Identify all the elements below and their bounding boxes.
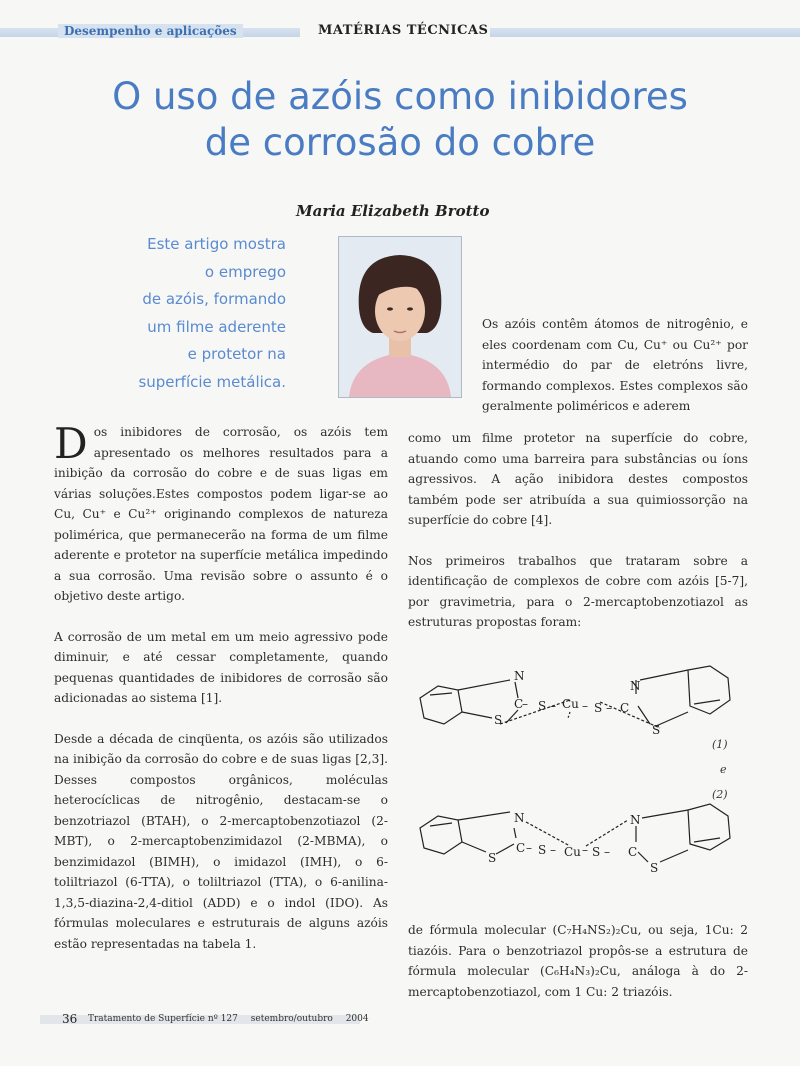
atom-s: S bbox=[592, 845, 601, 859]
lead-line: de azóis, formando bbox=[142, 290, 286, 308]
bond: – bbox=[582, 843, 588, 857]
bond: – bbox=[526, 841, 532, 855]
atom-s: S bbox=[594, 701, 603, 715]
atom-cu: Cu bbox=[564, 845, 581, 859]
publication-info bbox=[88, 1014, 379, 1024]
bond: – bbox=[522, 697, 528, 711]
atom-s: S bbox=[652, 723, 661, 737]
atom-c: C bbox=[516, 841, 526, 855]
atom-n: N bbox=[630, 813, 641, 827]
lead-line: o emprego bbox=[204, 262, 286, 281]
bond: – bbox=[550, 699, 556, 713]
header-rule-right bbox=[490, 28, 800, 37]
publication-name: Tratamento de Superfície nº 127 bbox=[88, 1014, 238, 1024]
title-line-2: de corrosão do cobre bbox=[204, 121, 596, 164]
page-footer bbox=[40, 1012, 369, 1026]
right-column-intro bbox=[482, 314, 748, 437]
header-bar bbox=[0, 22, 800, 40]
lead-line: superfície metálica. bbox=[138, 372, 286, 391]
structure-diagram bbox=[410, 660, 750, 890]
portrait-illustration bbox=[339, 237, 461, 397]
left-column bbox=[54, 419, 388, 974]
author-name: Maria Elizabeth Brotto bbox=[296, 202, 490, 220]
section-label: Desempenho e aplicações bbox=[58, 24, 243, 38]
publication-year: 2004 bbox=[345, 1014, 369, 1024]
atom-s: S bbox=[538, 699, 547, 713]
title-line-1: O uso de azóis como inibidores bbox=[112, 75, 688, 118]
page-number: 36 bbox=[62, 1012, 78, 1026]
structure-connector: e bbox=[720, 763, 727, 776]
bond: – bbox=[604, 845, 610, 859]
chemical-structures bbox=[410, 660, 750, 894]
atom-s: S bbox=[494, 713, 503, 727]
drop-cap: D bbox=[54, 419, 88, 468]
bond: – bbox=[606, 701, 612, 715]
atom-s: S bbox=[488, 851, 497, 865]
structure-label-1: (1) bbox=[712, 738, 728, 751]
lead-text bbox=[100, 231, 286, 396]
article-title bbox=[0, 74, 800, 166]
paragraph: Desde a década de cinqüenta, os azóis são utilizados na inibição da corrosão do cobre e de suas ligas [2,3]. Desses compostos orgânicos, moléculas heterocíclicas de nitrogênio, destacam-se o benzotriazol (BTAH), o 2-mercaptobenzotiazol (2-MBT), o 2-mercaptobenzimidazol (2-MBMA), o benzimidazol (BIMH), o imidazol (IMH), o 6-toliltriazol (6-TTA), o toliltriazol (TTA), o 6-anilina-1,3,5-diazina-2,4-ditiol (ADD) e o indol (IDO). As fórmulas moleculares e estruturais de alguns azóis estão representadas na tabela 1. bbox=[54, 731, 388, 951]
atom-n: N bbox=[514, 669, 525, 683]
lead-line: e protetor na bbox=[187, 345, 286, 363]
atom-c: C bbox=[514, 697, 524, 711]
atom-s: S bbox=[650, 861, 659, 875]
paragraph: Dos inibidores de corrosão, os azóis tem apresentado os melhores resultados para a inibição da corrosão do cobre e de suas ligas em várias soluções.Estes compostos podem ligar-se ao Cu, Cu⁺ e Cu²⁺ originando complexos de natureza polimérica, que permanecerão na forma de um filme aderente e protetor na superfície metálica impedindo a sua corrosão. Uma revisão sobre o assunto é o objetivo deste artigo. bbox=[54, 419, 388, 603]
atom-cu: Cu bbox=[562, 697, 579, 711]
paragraph: de fórmula molecular (C₇H₄NS₂)₂Cu, ou seja, 1Cu: 2 tiazóis. Para o benzotriazol propôs-se a estrutura de fórmula molecular (C₆H₄N₃)₂Cu, análoga à do 2-mercaptobenzotiazol, com 1 Cu: 2 triazóis. bbox=[408, 923, 748, 999]
paragraph: Nos primeiros trabalhos que trataram sobre a identificação de complexos de cobre com azóis [5-7], por gravimetria, para o 2-mercaptobenzotiazol as estruturas propostas foram: bbox=[408, 553, 748, 629]
paragraph: A corrosão de um metal em um meio agressivo pode diminuir, e até cessar completamente, quando pequenas quantidades de inibidores de corrosão são adicionadas ao sistema [1]. bbox=[54, 629, 388, 705]
atom-n: N bbox=[630, 679, 641, 693]
right-column bbox=[408, 428, 748, 653]
structure-label-2: (2) bbox=[712, 788, 728, 801]
atom-s: S bbox=[538, 843, 547, 857]
bond: – bbox=[582, 699, 588, 713]
bond: – bbox=[550, 843, 556, 857]
section-category: MATÉRIAS TÉCNICAS bbox=[318, 23, 489, 38]
atom-n: N bbox=[514, 811, 525, 825]
paragraph: Os azóis contêm átomos de nitrogênio, e eles coordenam com Cu, Cu⁺ ou Cu²⁺ por intermédio do par de eletróns livre, formando complexos. Estes complexos são geralmente poliméricos e aderem bbox=[482, 317, 748, 413]
author-photo bbox=[338, 236, 462, 398]
atom-c: C bbox=[628, 845, 638, 859]
right-column-bottom bbox=[408, 920, 748, 1022]
atom-c: C bbox=[620, 701, 630, 715]
lead-line: um filme aderente bbox=[147, 317, 286, 336]
paragraph: como um filme protetor na superfície do cobre, atuando como uma barreira para substâncias ou íons agressivos. A ação inibidora destes compostos também pode ser atribuída a sua quimiossorção na superfície do cobre [4]. bbox=[408, 431, 748, 527]
publication-issue: setembro/outubro bbox=[250, 1014, 333, 1024]
lead-line: Este artigo mostra bbox=[147, 235, 286, 253]
